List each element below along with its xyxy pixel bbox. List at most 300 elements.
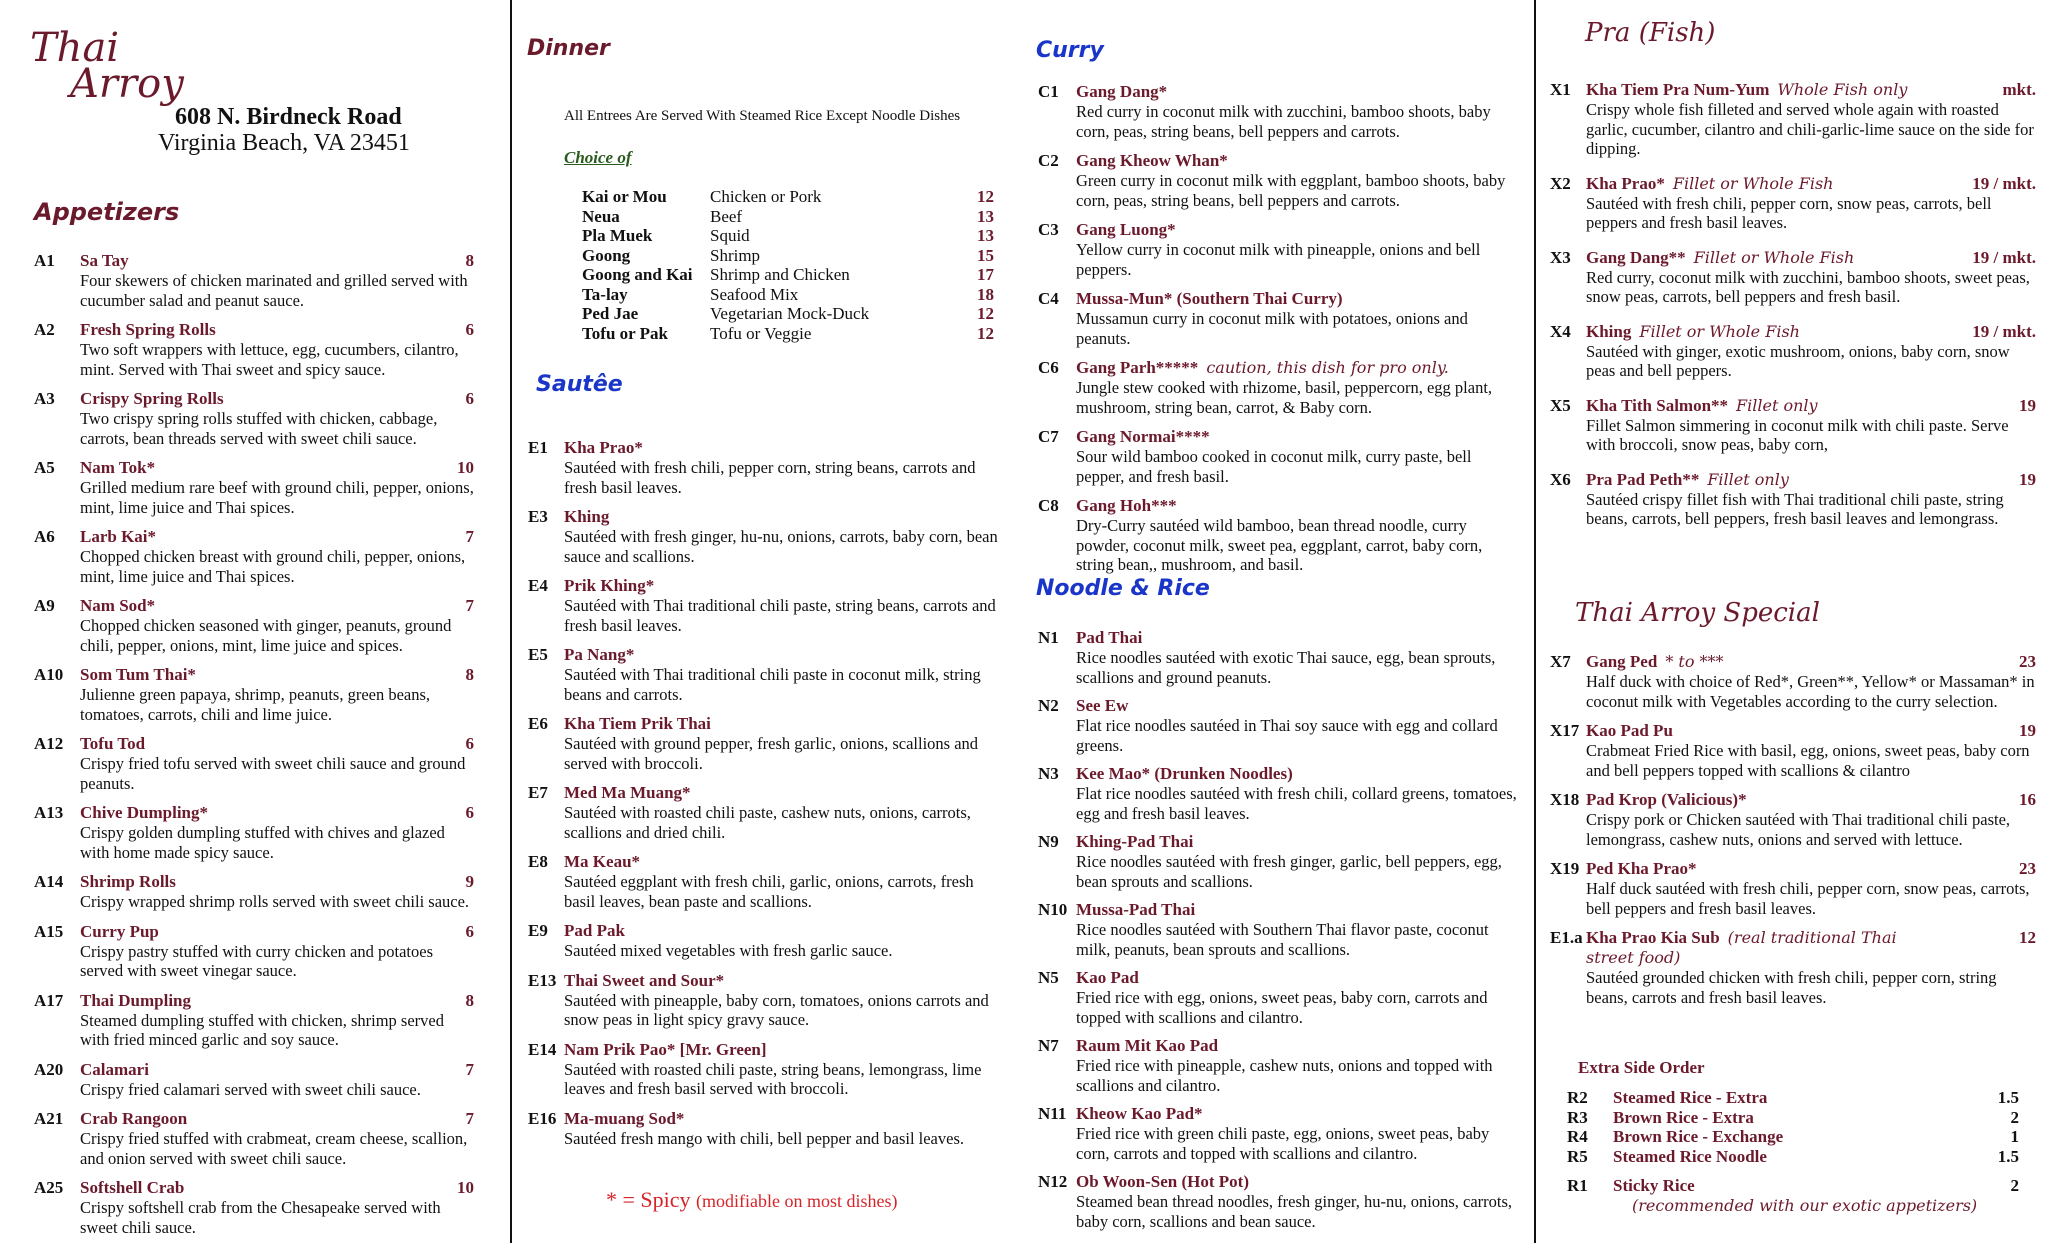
choice-price: 13 bbox=[977, 206, 994, 226]
item-title-line bbox=[80, 1060, 474, 1080]
item-title-line bbox=[1586, 396, 2036, 416]
column-divider-1 bbox=[510, 0, 512, 1243]
item-name: Med Ma Muang* bbox=[564, 783, 691, 802]
item-description: Two crispy spring rolls stuffed with chicken, cabbage, carrots, bean threads served with sweet chili sauce. bbox=[80, 409, 438, 448]
item-description: Crispy pork or Chicken sautéed with Thai traditional chili paste, lemongrass, cashew nuts, onions and served with lettuce. bbox=[1586, 810, 2011, 849]
menu-item bbox=[1550, 859, 2036, 918]
item-name: Pad Krop (Valicious)* bbox=[1586, 790, 1747, 809]
item-description: Sautéed with Thai traditional chili paste, string beans, carrots and fresh basil leaves. bbox=[564, 596, 996, 635]
item-name: Thai Sweet and Sour* bbox=[564, 970, 725, 990]
menu-item bbox=[1550, 928, 2036, 1007]
choice-name: Ped Jae bbox=[582, 304, 639, 323]
item-code: N11 bbox=[1038, 1104, 1067, 1123]
item-code: E6 bbox=[528, 714, 548, 733]
choice-name: Neua bbox=[582, 206, 620, 226]
item-name: Nam Sod* bbox=[80, 596, 156, 615]
item-description: Crispy pastry stuffed with curry chicken and potatoes served with sweet vinegar sauce. bbox=[80, 941, 433, 980]
item-name: Kha Prao Kia Sub bbox=[1586, 928, 1720, 947]
item-name: Brown Rice - Extra bbox=[1613, 1107, 1754, 1127]
item-code: A25 bbox=[34, 1178, 64, 1197]
protein-choice-row bbox=[582, 207, 994, 227]
menu-item bbox=[528, 714, 998, 773]
item-code: R2 bbox=[1567, 1088, 1588, 1107]
item-description: Half duck with choice of Red*, Green**, Yellow* or Massaman* in coconut milk with Vegetables according to the curry selection. bbox=[1586, 672, 2035, 711]
sautee-list bbox=[528, 438, 998, 1158]
item-price: 2 bbox=[2010, 1176, 2019, 1195]
item-name: Ma-muang Sod* bbox=[564, 1108, 685, 1128]
menu-item bbox=[1550, 396, 2036, 455]
menu-item bbox=[34, 320, 474, 379]
item-name: Kha Prao* bbox=[564, 438, 643, 457]
item-name: Gang Luong* bbox=[1076, 220, 1176, 239]
noodle-list bbox=[1038, 628, 1518, 1240]
item-title-line bbox=[1586, 652, 2036, 672]
logo-line-2: Arroy bbox=[70, 61, 184, 107]
item-code: A9 bbox=[34, 596, 55, 615]
dinner-heading: Dinner bbox=[527, 36, 610, 61]
item-name: Larb Kai* bbox=[80, 527, 157, 546]
noodle-heading-word: Noodle bbox=[1036, 576, 1123, 601]
protein-choice-list bbox=[582, 187, 994, 343]
item-code: A20 bbox=[34, 1059, 64, 1079]
item-code: A17 bbox=[34, 990, 64, 1010]
item-price: 9 bbox=[465, 872, 474, 891]
item-name: Pad Thai bbox=[1076, 628, 1143, 647]
choice-name: Goong and Kai bbox=[582, 265, 693, 284]
extra-side-row bbox=[1567, 1088, 2019, 1108]
item-price: 2 bbox=[2010, 1107, 2019, 1127]
item-title-line bbox=[564, 971, 998, 991]
menu-item bbox=[1038, 1104, 1518, 1163]
item-code: E8 bbox=[528, 852, 548, 871]
menu-item bbox=[34, 251, 474, 310]
item-price: mkt. bbox=[2002, 80, 2036, 99]
item-code: C7 bbox=[1038, 427, 1059, 446]
item-name: Som Tum Thai* bbox=[80, 665, 196, 684]
item-name: Gang Dang* bbox=[1076, 82, 1168, 101]
menu-item bbox=[34, 458, 474, 517]
item-code: X1 bbox=[1550, 80, 1571, 99]
item-description: Grilled medium rare beef with ground chili, pepper, onions, mint, lime juice and Thai spices. bbox=[80, 478, 474, 517]
item-description: Flat rice noodles sautéed in Thai soy sauce with egg and collard greens. bbox=[1076, 716, 1498, 755]
item-description: Fillet Salmon simmering in coconut milk with chili paste. Serve with broccoli, snow peas, baby corn, bbox=[1586, 415, 2009, 454]
item-note: Fillet only bbox=[1736, 395, 1818, 415]
item-title-line bbox=[80, 665, 474, 685]
item-code: N7 bbox=[1038, 1036, 1059, 1055]
item-title-line bbox=[564, 783, 998, 803]
item-name: Sticky Rice bbox=[1613, 1176, 1695, 1195]
choice-price: 12 bbox=[977, 323, 994, 343]
item-description: Half duck sautéed with fresh chili, pepper corn, snow peas, carrots, bell peppers and fresh basil leaves. bbox=[1586, 879, 2030, 918]
item-name: Shrimp Rolls bbox=[80, 872, 176, 891]
item-code: X18 bbox=[1550, 790, 1580, 809]
item-description: Sautéed with roasted chili paste, cashew nuts, onions, carrots, scallions and dried chili. bbox=[564, 803, 971, 842]
choice-price: 13 bbox=[977, 226, 994, 245]
item-name: Kha Tith Salmon** bbox=[1586, 395, 1729, 415]
choice-name: Tofu or Pak bbox=[582, 323, 668, 343]
item-title-line bbox=[1586, 470, 2036, 490]
menu-item bbox=[34, 872, 474, 912]
menu-item bbox=[1038, 496, 1518, 575]
item-title-line bbox=[1076, 764, 1518, 784]
item-name: Gang Parh***** bbox=[1076, 358, 1199, 377]
menu-item bbox=[1038, 289, 1518, 348]
menu-item bbox=[1550, 80, 2036, 159]
item-note: Fillet or Whole Fish bbox=[1672, 173, 1834, 193]
curry-list bbox=[1038, 82, 1518, 585]
item-name: Curry Pup bbox=[80, 921, 159, 941]
spicy-mark: * = Spicy bbox=[606, 1187, 691, 1212]
item-price: 1 bbox=[2010, 1127, 2019, 1146]
choice-description: Chicken or Pork bbox=[710, 187, 822, 206]
item-code: X7 bbox=[1550, 652, 1571, 671]
extra-side-row bbox=[1567, 1127, 2019, 1147]
address-city: Virginia Beach, VA 23451 bbox=[158, 130, 410, 156]
menu-item bbox=[528, 1109, 998, 1149]
item-title-line bbox=[1076, 696, 1518, 716]
menu-item bbox=[1038, 1172, 1518, 1231]
item-code: N12 bbox=[1038, 1172, 1068, 1191]
item-code: X2 bbox=[1550, 173, 1571, 193]
item-description: Sautéed crispy fillet fish with Thai traditional chili paste, string beans, carrots, bell peppers, fresh basil leaves and lemongrass. bbox=[1586, 489, 2004, 528]
item-description: Chopped chicken seasoned with ginger, peanuts, ground chili, pepper, onions, mint, lime juice and spices. bbox=[80, 616, 452, 655]
item-title-line bbox=[80, 922, 474, 942]
protein-choice-row bbox=[582, 304, 994, 324]
menu-item bbox=[34, 734, 474, 793]
menu-item bbox=[34, 991, 474, 1050]
item-description: Chopped chicken breast with ground chili, pepper, onions, mint, lime juice and Thai spices. bbox=[80, 547, 466, 586]
item-price: 1.5 bbox=[1997, 1088, 2019, 1107]
item-title-line bbox=[1076, 496, 1518, 516]
choice-name: Pla Muek bbox=[582, 226, 653, 245]
item-description: Fried rice with pineapple, cashew nuts, onions and topped with scallions and cilantro. bbox=[1076, 1056, 1493, 1095]
item-title-line bbox=[564, 921, 998, 941]
item-note: * to *** bbox=[1665, 652, 1724, 671]
item-name: Ped Kha Prao* bbox=[1586, 859, 1697, 878]
item-price: 1.5 bbox=[1997, 1146, 2019, 1166]
item-description: Yellow curry in coconut milk with pineapple, onions and bell peppers. bbox=[1076, 240, 1481, 279]
item-title-line bbox=[1076, 832, 1518, 852]
item-name: Raum Mit Kao Pad bbox=[1076, 1036, 1219, 1055]
item-name: Steamed Rice Noodle bbox=[1613, 1146, 1767, 1166]
item-name: Crispy Spring Rolls bbox=[80, 389, 224, 408]
item-price: 19 bbox=[2019, 469, 2036, 489]
menu-item bbox=[1038, 427, 1518, 486]
protein-choice-row bbox=[582, 324, 994, 344]
item-price: 6 bbox=[465, 389, 474, 408]
item-note: caution, this dish for pro only. bbox=[1206, 358, 1449, 377]
item-description: Four skewers of chicken marinated and grilled served with cucumber salad and peanut sauce. bbox=[80, 271, 468, 310]
item-price: 19 / mkt. bbox=[1972, 321, 2036, 341]
item-price: 19 bbox=[2019, 395, 2036, 415]
item-description: Sautéed fresh mango with chili, bell pepper and basil leaves. bbox=[564, 1128, 965, 1148]
item-description: Crispy wrapped shrimp rolls served with sweet chili sauce. bbox=[80, 892, 470, 911]
item-price: 8 bbox=[465, 251, 474, 270]
item-description: Dry-Curry sautéed wild bamboo, bean thread noodle, curry powder, coconut milk, sweet pea, eggplant, carrot, baby corn, string bean,, mushroom, and basil. bbox=[1076, 516, 1483, 574]
item-code: A5 bbox=[34, 458, 55, 477]
special-heading: Thai Arroy Special bbox=[1575, 598, 1820, 628]
item-title-line bbox=[80, 596, 474, 616]
item-code: X4 bbox=[1550, 321, 1571, 341]
item-title-line bbox=[1076, 900, 1518, 920]
item-code: E13 bbox=[528, 970, 557, 990]
sautee-heading: Sautêe bbox=[536, 372, 623, 397]
item-description: Steamed dumpling stuffed with chicken, shrimp served with fried minced garlic and soy sauce. bbox=[80, 1010, 444, 1049]
item-note: Fillet or Whole Fish bbox=[1639, 321, 1800, 341]
protein-choice-row bbox=[582, 265, 994, 285]
item-title-line bbox=[564, 645, 998, 665]
item-code: E9 bbox=[528, 921, 548, 940]
menu-item bbox=[1038, 696, 1518, 755]
protein-choice-row bbox=[582, 187, 994, 207]
menu-item bbox=[1038, 82, 1518, 141]
item-description: Sautéed eggplant with fresh chili, garlic, onions, carrots, fresh basil leaves, bean paste and scallions. bbox=[564, 872, 974, 911]
item-price: 19 bbox=[2019, 721, 2036, 740]
menu-item bbox=[34, 1060, 474, 1100]
item-title-line bbox=[80, 458, 474, 478]
item-description: Red curry, coconut milk with zucchini, bamboo shoots, sweet peas, snow peas, carrots, bell peppers and fresh basil. bbox=[1586, 267, 2030, 306]
special-list bbox=[1550, 652, 2036, 1017]
menu-item bbox=[1550, 322, 2036, 381]
item-title-line bbox=[564, 1040, 998, 1060]
item-code: A21 bbox=[34, 1109, 64, 1128]
item-description: Crispy fried tofu served with sweet chili sauce and ground peanuts. bbox=[80, 754, 466, 793]
item-title-line bbox=[1076, 151, 1518, 171]
choice-price: 17 bbox=[977, 265, 994, 284]
item-code: C6 bbox=[1038, 358, 1059, 377]
item-code: R1 bbox=[1567, 1176, 1588, 1195]
item-code: C4 bbox=[1038, 289, 1059, 308]
menu-item bbox=[528, 1040, 998, 1099]
item-description: Sautéed with ground pepper, fresh garlic, onions, scallions and served with broccoli. bbox=[564, 734, 979, 773]
item-code: C8 bbox=[1038, 496, 1059, 515]
item-name: Crab Rangoon bbox=[80, 1109, 188, 1128]
item-price: 8 bbox=[465, 990, 474, 1010]
menu-item bbox=[1038, 968, 1518, 1027]
item-code: A2 bbox=[34, 320, 55, 339]
item-description: Sautéed mixed vegetables with fresh garlic sauce. bbox=[564, 941, 893, 960]
item-price: 7 bbox=[465, 1059, 474, 1079]
item-title-line bbox=[80, 803, 474, 823]
menu-item bbox=[1038, 220, 1518, 279]
item-price: 7 bbox=[465, 527, 474, 546]
menu-item bbox=[528, 852, 998, 911]
item-title-line bbox=[1076, 358, 1518, 378]
choice-name: Goong bbox=[582, 245, 631, 265]
item-title-line bbox=[1076, 628, 1518, 648]
item-title-line bbox=[1076, 427, 1518, 447]
item-title-line bbox=[80, 991, 474, 1011]
item-name: Tofu Tod bbox=[80, 734, 146, 753]
menu-item bbox=[528, 576, 998, 635]
menu-item bbox=[1038, 764, 1518, 823]
item-title-line bbox=[564, 852, 998, 872]
item-code: N3 bbox=[1038, 764, 1059, 783]
item-description: Crabmeat Fried Rice with basil, egg, onions, sweet peas, baby corn and bell peppers topped with scallions & cilantro bbox=[1586, 741, 2030, 780]
item-title-line bbox=[1586, 248, 2036, 268]
extra-side-row bbox=[1567, 1147, 2019, 1167]
protein-choice-row bbox=[582, 226, 994, 246]
menu-item bbox=[1550, 790, 2036, 849]
item-name: Kha Tiem Pra Num-Yum bbox=[1586, 80, 1770, 99]
choice-name: Ta-lay bbox=[582, 284, 628, 304]
item-name: Brown Rice - Exchange bbox=[1613, 1127, 1784, 1146]
choice-of-heading: Choice of bbox=[564, 148, 632, 167]
item-price: 19 / mkt. bbox=[1972, 247, 2036, 267]
choice-description: Vegetarian Mock-Duck bbox=[710, 304, 870, 323]
item-description: Steamed bean thread noodles, fresh ginger, hu-nu, onions, carrots, baby corn, scallions and bean sauce. bbox=[1076, 1192, 1513, 1231]
address-street: 608 N. Birdneck Road bbox=[175, 104, 402, 130]
curry-heading: Curry bbox=[1036, 38, 1104, 63]
item-code: C3 bbox=[1038, 220, 1059, 239]
choice-description: Beef bbox=[710, 206, 743, 226]
item-name: Fresh Spring Rolls bbox=[80, 320, 216, 339]
item-title-line bbox=[1076, 1104, 1518, 1124]
item-code: N9 bbox=[1038, 832, 1059, 851]
item-price: 10 bbox=[457, 458, 474, 477]
menu-item bbox=[1550, 721, 2036, 780]
item-title-line bbox=[1076, 1036, 1518, 1056]
item-code: X19 bbox=[1550, 859, 1580, 878]
item-name: Pra Pad Peth** bbox=[1586, 469, 1700, 489]
item-name: Kao Pad bbox=[1076, 968, 1139, 987]
item-description: Red curry in coconut milk with zucchini, bamboo shoots, baby corn, peas, string beans, bell peppers and carrots. bbox=[1076, 102, 1491, 141]
item-note: Whole Fish only bbox=[1777, 80, 1908, 99]
item-description: Jungle stew cooked with rhizome, basil, peppercorn, egg plant, mushroom, string bean, carrot, & Baby corn. bbox=[1076, 378, 1493, 417]
item-code: E4 bbox=[528, 576, 548, 595]
item-price: 6 bbox=[465, 803, 474, 822]
item-description: Sautéed with pineapple, baby corn, tomatoes, onions carrots and snow peas in light spicy gravy sauce. bbox=[564, 990, 989, 1029]
extra-side-row bbox=[1567, 1108, 2019, 1128]
item-description: Crispy softshell crab from the Chesapeake served with sweet chili sauce. bbox=[80, 1198, 441, 1237]
item-code: E5 bbox=[528, 645, 548, 664]
protein-choice-row bbox=[582, 285, 994, 305]
item-description: Green curry in coconut milk with eggplant, bamboo shoots, baby corn, peas, string beans, bell peppers and carrots. bbox=[1076, 171, 1506, 210]
item-name: Nam Prik Pao* [Mr. Green] bbox=[564, 1039, 767, 1059]
item-code: E3 bbox=[528, 507, 548, 526]
item-name: Gang Ped bbox=[1586, 652, 1658, 671]
extra-side-heading: Extra Side Order bbox=[1578, 1058, 1705, 1077]
item-price: 8 bbox=[465, 665, 474, 684]
menu-item bbox=[528, 438, 998, 497]
item-code: X3 bbox=[1550, 247, 1571, 267]
fish-heading: Pra (Fish) bbox=[1585, 18, 1716, 48]
item-name: Thai Dumpling bbox=[80, 990, 192, 1010]
item-description: Sautéed grounded chicken with fresh chili, pepper corn, string beans, carrots and fresh basil leaves. bbox=[1586, 968, 1997, 1007]
appetizers-heading: Appetizers bbox=[34, 198, 180, 226]
item-code: R3 bbox=[1567, 1107, 1588, 1127]
spicy-legend bbox=[606, 1187, 898, 1213]
item-note: Fillet or Whole Fish bbox=[1693, 247, 1855, 267]
item-code: A15 bbox=[34, 921, 64, 941]
choice-description: Shrimp and Chicken bbox=[710, 265, 850, 284]
menu-item bbox=[528, 507, 998, 566]
item-code: A1 bbox=[34, 251, 55, 270]
item-name: Kheow Kao Pad* bbox=[1076, 1104, 1203, 1123]
choice-price: 12 bbox=[977, 187, 994, 206]
item-price: 7 bbox=[465, 1109, 474, 1128]
menu-item bbox=[1550, 248, 2036, 307]
item-description: Rice noodles sautéed with fresh ginger, garlic, bell peppers, egg, bean sprouts and scallions. bbox=[1076, 852, 1502, 891]
item-note: (real traditional Thai street food) bbox=[1586, 928, 1897, 967]
item-name: Khing bbox=[1586, 321, 1632, 341]
item-name: Softshell Crab bbox=[80, 1178, 185, 1197]
item-price: 6 bbox=[465, 320, 474, 339]
item-price: 7 bbox=[465, 596, 474, 615]
item-name: Sa Tay bbox=[80, 251, 129, 270]
item-name: Gang Kheow Whan* bbox=[1076, 151, 1228, 170]
menu-item bbox=[1038, 832, 1518, 891]
item-code: A3 bbox=[34, 389, 55, 408]
item-description: Sautéed with fresh chili, pepper corn, snow peas, carrots, bell peppers and fresh basil leaves. bbox=[1586, 193, 1992, 232]
item-title-line bbox=[1586, 859, 2036, 879]
item-title-line bbox=[564, 1109, 998, 1129]
logo-line-1: Thai bbox=[30, 25, 120, 71]
item-title-line bbox=[80, 734, 474, 754]
item-description: Rice noodles sautéed with Southern Thai flavor paste, coconut milk, peanuts, bean sprouts and scallions. bbox=[1076, 920, 1489, 959]
item-price: 12 bbox=[2019, 928, 2036, 947]
menu-item bbox=[34, 596, 474, 655]
menu-item bbox=[1038, 151, 1518, 210]
item-code: N1 bbox=[1038, 628, 1059, 647]
item-price: 23 bbox=[2019, 859, 2036, 878]
protein-choice-row bbox=[582, 246, 994, 266]
menu-item bbox=[1038, 358, 1518, 417]
menu-item bbox=[34, 389, 474, 448]
item-description: Crispy fried calamari served with sweet chili sauce. bbox=[80, 1079, 421, 1099]
item-title-line bbox=[1586, 322, 2036, 342]
item-code: A10 bbox=[34, 665, 64, 684]
menu-item bbox=[528, 921, 998, 961]
item-code: E1.a bbox=[1550, 928, 1583, 947]
menu-item bbox=[34, 922, 474, 981]
item-description: Crispy golden dumpling stuffed with chives and glazed with home made spicy sauce. bbox=[80, 823, 445, 862]
choice-name: Kai or Mou bbox=[582, 187, 667, 206]
menu-item bbox=[528, 971, 998, 1030]
item-code: R4 bbox=[1567, 1127, 1588, 1146]
item-title-line bbox=[1586, 80, 2036, 100]
item-code: X5 bbox=[1550, 395, 1571, 415]
item-title-line bbox=[1586, 721, 2036, 741]
item-code: E16 bbox=[528, 1108, 557, 1128]
item-description: Sautéed with fresh ginger, hu-nu, onions, carrots, baby corn, bean sauce and scallions. bbox=[564, 527, 998, 566]
column-divider-2 bbox=[1534, 0, 1536, 1243]
item-code: A12 bbox=[34, 734, 64, 753]
fish-list bbox=[1550, 80, 2036, 544]
item-name: Pad Pak bbox=[564, 921, 625, 940]
spicy-note: (modifiable on most dishes) bbox=[696, 1191, 898, 1211]
item-title-line bbox=[564, 714, 998, 734]
item-name: Kee Mao* (Drunken Noodles) bbox=[1076, 764, 1293, 783]
item-title-line bbox=[1586, 928, 2036, 968]
item-code: R5 bbox=[1567, 1146, 1588, 1166]
item-description: Rice noodles sautéed with exotic Thai sauce, egg, bean sprouts, scallions and ground peanuts. bbox=[1076, 648, 1496, 687]
item-price: 23 bbox=[2019, 652, 2036, 671]
item-description: Mussamun curry in coconut milk with potatoes, onions and peanuts. bbox=[1076, 309, 1468, 348]
item-name: Ma Keau* bbox=[564, 852, 641, 871]
item-name: Nam Tok* bbox=[80, 458, 156, 477]
item-description: Fried rice with green chili paste, egg, onions, sweet peas, baby corn, carrots and topped with scallions and cilantro. bbox=[1076, 1124, 1490, 1163]
item-note: Fillet only bbox=[1707, 469, 1789, 489]
item-name: Gang Normai**** bbox=[1076, 427, 1210, 446]
item-title-line bbox=[564, 438, 998, 458]
ampersand: & bbox=[1130, 576, 1150, 601]
extra-side-list bbox=[1567, 1088, 2019, 1166]
item-name: Kao Pad Pu bbox=[1586, 721, 1673, 740]
choice-price: 18 bbox=[977, 284, 994, 304]
item-name: Gang Dang** bbox=[1586, 247, 1686, 267]
choice-description: Squid bbox=[710, 226, 750, 245]
